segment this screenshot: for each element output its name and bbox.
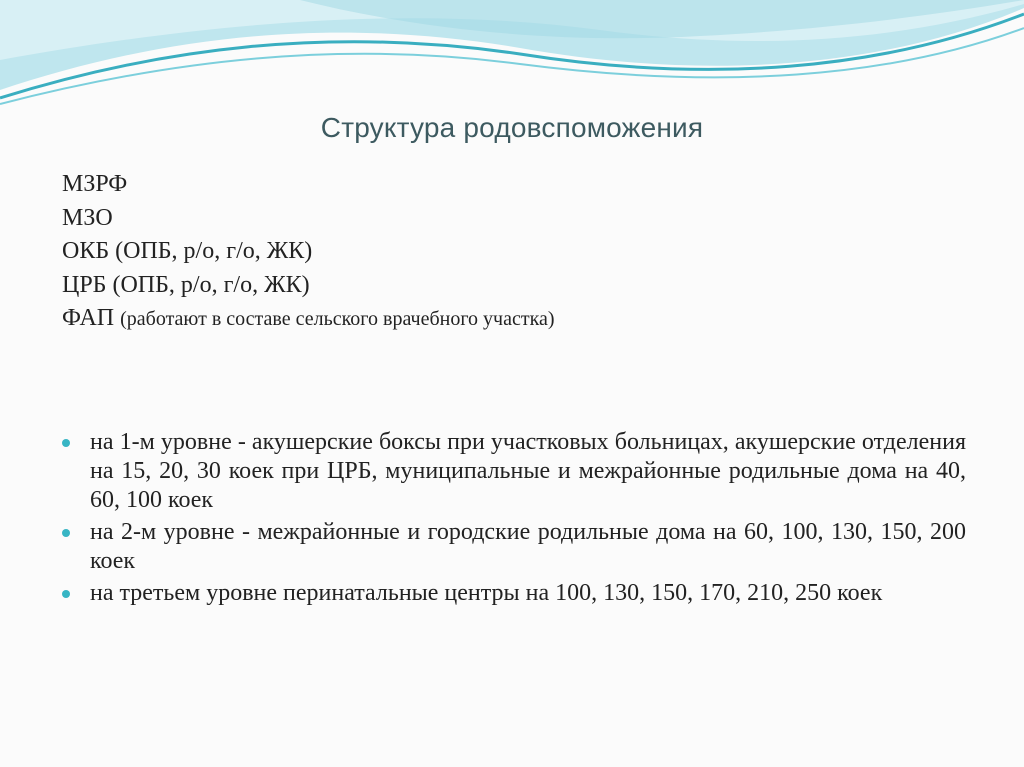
level-text: на 2-м уровне - межрайонные и городские родильные дома на 60, 100, 130, 150, 200 коек — [90, 519, 966, 574]
slide-title: Структура родовспоможения — [320, 112, 704, 143]
structure-item-fap — [62, 302, 555, 337]
structure-item-note: (работают в составе сельского врачебного участка) — [120, 308, 555, 330]
structure-item-okb — [62, 235, 555, 269]
care-levels-list — [62, 428, 966, 611]
structure-item-label: МЗО — [62, 204, 113, 231]
structure-item-label: ОКБ (ОПБ, р/о, г/о, ЖК) — [62, 238, 313, 264]
level-text: на 1-м уровне - акушерские боксы при участковых больницах, акушерские отделения на 15, 20, 30 коек при ЦРБ, муниципальные и межрайонные родильные дома на 40, 60, 100 коек — [90, 429, 966, 513]
structure-item-label: ФАП — [62, 305, 115, 331]
structure-item-mzo — [62, 202, 555, 236]
level-item-1 — [62, 428, 966, 515]
level-item-2 — [62, 518, 966, 576]
structure-item-crb — [62, 269, 555, 303]
structure-item-label: МЗРФ — [62, 171, 128, 197]
structure-item-mzrf — [62, 168, 555, 202]
bullet-dot-icon — [62, 590, 70, 598]
level-text: на третьем уровне перинатальные центры на 100, 130, 150, 170, 210, 250 коек — [90, 580, 883, 606]
level-item-3 — [62, 579, 966, 608]
header-wave-decoration — [0, 0, 1024, 120]
bullet-dot-icon — [62, 529, 70, 537]
structure-item-label: ЦРБ (ОПБ, р/о, г/о, ЖК) — [62, 271, 310, 298]
structure-list — [62, 168, 555, 337]
bullet-dot-icon — [62, 439, 70, 447]
